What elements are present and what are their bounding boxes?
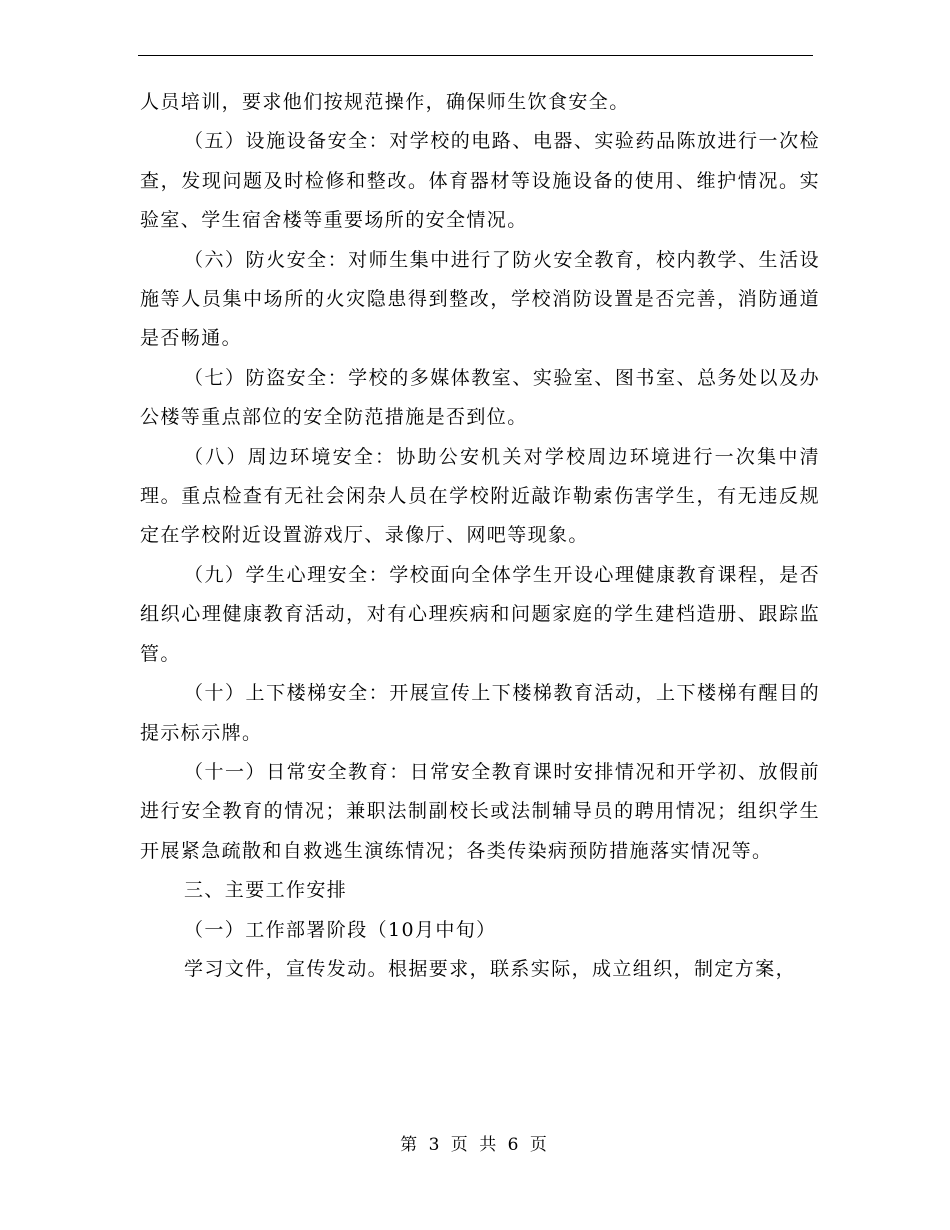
- header-rule: [138, 55, 813, 56]
- paragraph-theft-safety: （七）防盗安全：学校的多媒体教室、实验室、图书室、总务处以及办公楼等重点部位的安全防范措施是否到位。: [140, 366, 820, 429]
- page-number-footer: 第 3 页 共 6 页: [400, 1135, 550, 1155]
- paragraph-fire-safety: （六）防火安全：对师生集中进行了防火安全教育，校内教学、生活设施等人员集中场所的火灾隐患得到整改，学校消防设置是否完善，消防通道是否畅通。: [140, 248, 820, 350]
- section-heading-main-work: 三、主要工作安排: [184, 879, 348, 902]
- paragraph-facility-safety: （五）设施设备安全：对学校的电路、电器、实验药品陈放进行一次检查，发现问题及时检修和整改。体育器材等设施设备的使用、维护情况。实验室、学生宿舍楼等重要场所的安全情况。: [140, 130, 820, 232]
- paragraph-stairs-safety: （十）上下楼梯安全：开展宣传上下楼梯教育活动，上下楼梯有醒目的提示标示牌。: [140, 682, 820, 744]
- paragraph-study-documents: 学习文件，宣传发动。根据要求，联系实际，成立组织，制定方案，: [184, 957, 797, 980]
- paragraph-psychology-safety: （九）学生心理安全：学校面向全体学生开设心理健康教育课程，是否组织心理健康教育活动，对有心理疾病和问题家庭的学生建档造册、跟踪监管。: [140, 563, 820, 665]
- paragraph-daily-education: （十一）日常安全教育：日常安全教育课时安排情况和开学初、放假前进行安全教育的情况；兼职法制副校长或法制辅导员的聘用情况；组织学生开展紧急疏散和自救逃生演练情况；各类传染病预防措施落实情况等。: [140, 760, 820, 862]
- paragraph-1: 人员培训，要求他们按规范操作，确保师生饮食安全。: [140, 91, 630, 113]
- paragraph-environment-safety: （八）周边环境安全：协助公安机关对学校周边环境进行一次集中清理。重点检查有无社会闲杂人员在学校附近敲诈勒索伤害学生，有无违反规定在学校附近设置游戏厅、录像厅、网吧等现象。: [140, 445, 820, 547]
- document-body: [140, 83, 820, 989]
- subsection-heading-deployment: （一）工作部署阶段（10月中旬）: [184, 918, 497, 941]
